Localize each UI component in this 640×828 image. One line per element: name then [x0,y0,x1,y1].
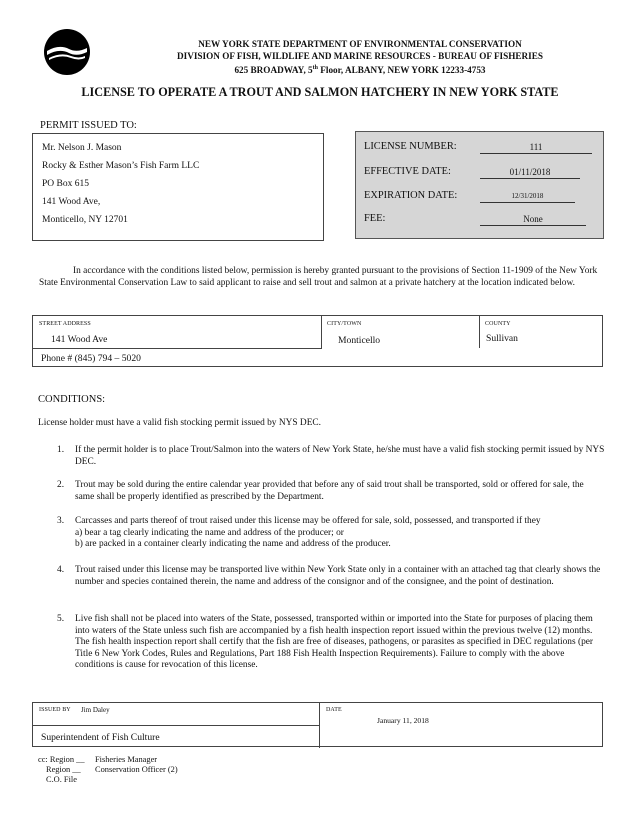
cc-recipients [95,755,178,775]
cc-item: cc: Region __ [38,755,85,764]
condition-text: Live fish shall not be placed into waters of the State, possessed, transported within or imported into the State for purposes of placing them into waters of the State unless such fish are accompanied by a fish health inspection report issued within the previous twelve (12) months. The fish health inspection report shall certify that the fish are free of diseases, pathogens, or parasites as specified in DEC regulations (per Title 6 New York Codes, Rules and Regulations, Part 188 Fish Health Inspection Requirements). Failure to comply with the above conditions is cause for revocation of this license. [75,614,594,670]
license-box [355,131,604,239]
dec-logo-icon [43,28,91,76]
header-address: 625 BROADWAY, 5th Floor, ALBANY, NEW YORK 12233-4753 [234,65,486,76]
date-value: January 11, 2018 [377,716,429,725]
intro-paragraph: In accordance with the conditions listed below, permission is hereby granted pursuant to the provisions of Section 11-1909 of the New York State Environmental Conservation Law to said applicant to raise and sell trout and salmon at a private hatchery at the location indicated below. [39,266,598,288]
license-number-value: 111 [480,141,592,154]
condition-number: 4. [57,565,65,575]
header-division: DIVISION OF FISH, WILDLIFE AND MARINE RESOURCES - BUREAU OF FISHERIES [177,51,543,61]
cc-list [38,755,85,785]
cc-item: Conservation Officer (2) [95,765,178,774]
condition-3-main: Carcasses and parts thereof of trout raised under this license may be offered for sale, sold, possessed, and transported if they [75,516,541,526]
condition-text [75,516,605,551]
conditions-label: CONDITIONS: [38,394,106,405]
condition-3-sub-b: b) are packed in a container clearly indicating the name and address of the producer. [75,539,391,549]
street-address-label: STREET ADDRESS [39,321,91,327]
issued-by-title: Superintendent of Fish Culture [41,732,160,743]
county-label: COUNTY [485,321,511,327]
city-label: CITY/TOWN [327,321,362,327]
header-agency: NEW YORK STATE DEPARTMENT OF ENVIRONMENTAL CONSERVATION [198,39,522,49]
permit-box [32,133,324,241]
conditions-lead: License holder must have a valid fish stocking permit issued by NYS DEC. [38,418,322,428]
permit-label: PERMIT ISSUED TO: [40,120,137,131]
condition-number: 2. [57,480,65,490]
condition-number: 3. [57,516,65,526]
condition-text: Trout raised under this license may be transported live within New York State only in a container with an attached tag that clearly shows the number and species contained therein, the name and address of the consignor and of the consignee, and the point of destination. [75,565,601,587]
permit-line: PO Box 615 [42,179,89,189]
issued-by-label: ISSUED BY [39,707,71,713]
location-table [32,315,603,367]
signature-table [32,702,603,747]
cc-item: Region __ [46,765,81,774]
document-title: LICENSE TO OPERATE A TROUT AND SALMON HATCHERY IN NEW YORK STATE [81,85,559,99]
county-value: Sullivan [486,333,518,344]
permit-line: Mr. Nelson J. Mason [42,143,122,153]
condition-text: Trout may be sold during the entire calendar year provided that before any of said trout shall be transported, sold or offered for sale, the same shall be properly identified as prescribed by the Department. [75,480,584,502]
condition-text: If the permit holder is to place Trout/Salmon into the waters of New York State, he/she must have a valid fish stocking permit issued by NYS DEC. [75,445,605,467]
fee-label: FEE: [364,213,386,224]
condition-number: 5. [57,614,65,624]
license-number-label: LICENSE NUMBER: [364,141,457,152]
condition-3-sub-a: a) bear a tag clearly indicating the name and address of the producer; or [75,527,344,538]
condition-number: 1. [57,445,65,455]
permit-line: 141 Wood Ave, [42,197,101,207]
city-value: Monticello [338,335,381,346]
street-address-value: 141 Wood Ave [51,334,108,345]
effective-date-label: EFFECTIVE DATE: [364,166,451,177]
date-label: DATE [326,707,342,713]
permit-line: Rocky & Esther Mason’s Fish Farm LLC [42,161,200,171]
expiration-date-label: EXPIRATION DATE: [364,190,458,201]
issued-by-name: Jim Daley [81,706,110,714]
cc-item: Fisheries Manager [95,755,158,764]
cc-item: C.O. File [46,775,77,784]
fee-value: None [480,213,586,226]
expiration-date-value: 12/31/2018 [480,190,575,203]
effective-date-value: 01/11/2018 [480,166,580,179]
permit-line: Monticello, NY 12701 [42,215,128,225]
phone-value: Phone # (845) 794 – 5020 [41,353,141,364]
